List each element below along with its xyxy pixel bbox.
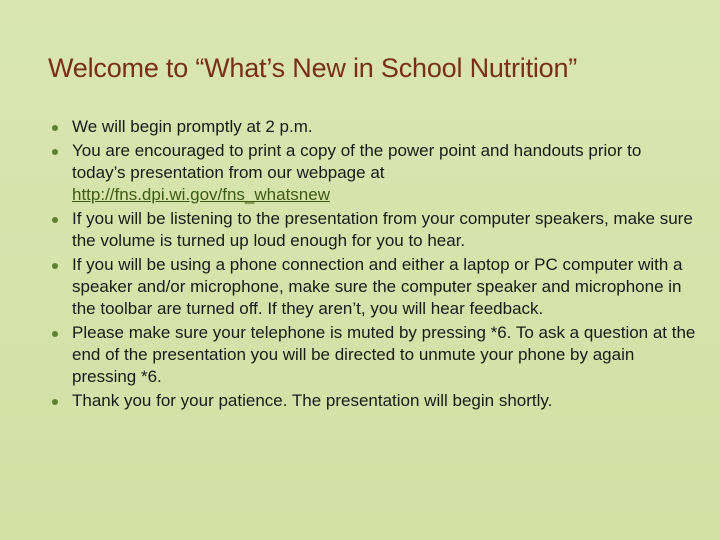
bullet-item [48,254,698,320]
bullet-dot-icon [52,399,58,405]
webpage-link[interactable]: http://fns.dpi.wi.gov/fns_whatsnew [72,185,330,204]
bullet-text: Thank you for your patience. The presentation will begin shortly. [72,391,553,410]
bullet-dot-icon [52,263,58,269]
bullet-text: If you will be using a phone connection and either a laptop or PC computer with a speaker and/or microphone, make sure the computer speaker and microphone in the toolbar are turned off. If they aren’t, you will hear feedback. [72,255,683,318]
bullet-dot-icon [52,149,58,155]
bullet-dot-icon [52,217,58,223]
bullet-item [48,116,698,138]
bullet-text: Please make sure your telephone is muted by pressing *6. To ask a question at the end of the presentation you will be directed to unmute your phone by again pressing *6. [72,323,696,386]
bullet-dot-icon [52,125,58,131]
bullet-list [48,116,698,414]
slide-title: Welcome to “What’s New in School Nutrition” [48,53,578,83]
bullet-item [48,322,698,388]
bullet-item [48,208,698,252]
bullet-item [48,140,698,206]
bullet-text: We will begin promptly at 2 p.m. [72,117,313,136]
bullet-dot-icon [52,331,58,337]
bullet-item [48,390,698,412]
bullet-text: You are encouraged to print a copy of the power point and handouts prior to today’s presentation from our webpage at [72,141,642,182]
bullet-text: If you will be listening to the presentation from your computer speakers, make sure the volume is turned up loud enough for you to hear. [72,209,693,250]
